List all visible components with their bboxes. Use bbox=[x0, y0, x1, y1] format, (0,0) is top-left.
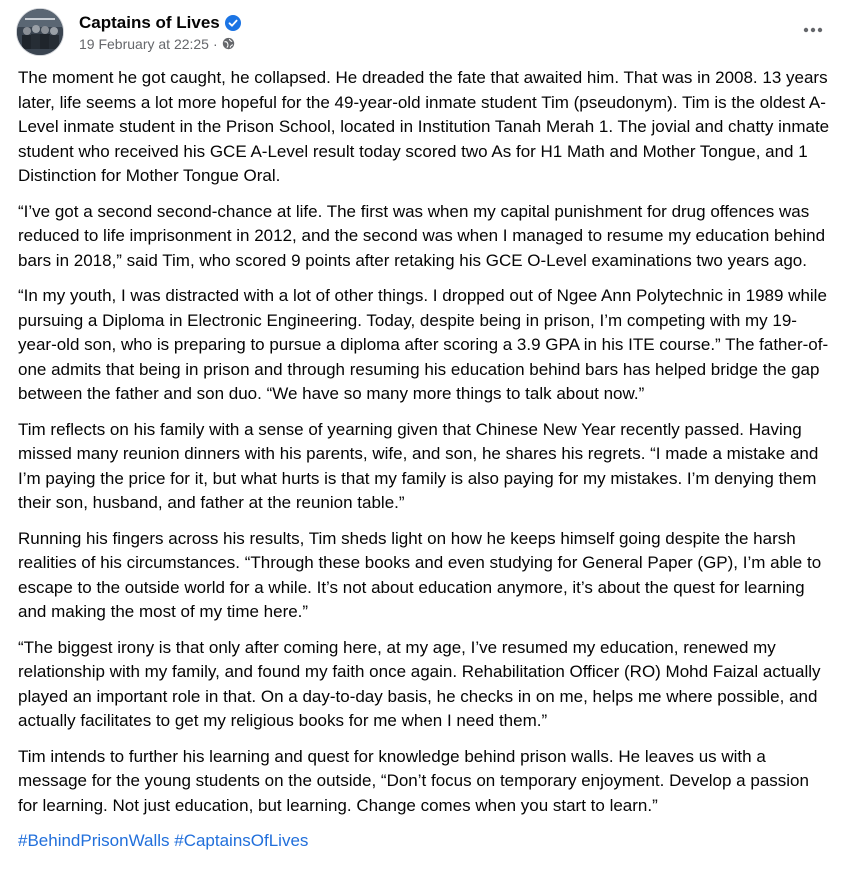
post-meta bbox=[79, 13, 241, 52]
page-name-link[interactable]: Captains of Lives bbox=[79, 12, 220, 32]
more-options-icon[interactable] bbox=[795, 12, 831, 48]
separator-dot: · bbox=[212, 35, 218, 52]
post-body bbox=[18, 66, 830, 865]
author-row bbox=[79, 13, 241, 33]
post-paragraph: “The biggest irony is that only after coming here, at my age, I’ve resumed my education, renewed my relationship with my family, and found my faith once again. Rehabilitation Officer (RO) Mohd Faizal actually played an important role in that. On a day-to-day basis, he checks in on me, helps me where possible, and actually facilitates to get my religious books for me when I need them.” bbox=[18, 637, 821, 730]
post-paragraph: “In my youth, I was distracted with a lot of other things. I dropped out of Ngee Ann Polytechnic in 1989 while pursuing a Diploma in Electronic Engineering. Today, despite being in prison, I’m competing with my 19-year-old son, who is preparing to pursue a diploma after scoring a 3.9 GPA in his ITE course.” The father-of-one admits that being in prison and through resuming his education behind bars has helped bridge the gap between the father and son duo. “We have so many more things to talk about now.” bbox=[18, 286, 829, 403]
post-paragraph: “I’ve got a second second-chance at life. The first was when my capital punishment for drug offences was reduced to life imprisonment in 2012, and the second was when I managed to resume my education behind bars in 2018,” said Tim, who scored 9 points after retaking his GCE O-Level examinations two years ago. bbox=[18, 201, 826, 270]
timestamp-row bbox=[79, 36, 241, 52]
post-paragraph: Tim intends to further his learning and quest for knowledge behind prison walls. He leaves us with a message for the young students on the outside, “Don’t focus on temporary enjoyment. Develop a passion for learning. Not just education, but learning. Change comes when you start to learn.” bbox=[18, 746, 809, 815]
post-timestamp-link[interactable]: 19 February at 22:25 bbox=[79, 35, 209, 52]
hashtag-link-captainsoflives[interactable]: #CaptainsOfLives bbox=[174, 831, 309, 850]
post-paragraph: Running his fingers across his results, Tim sheds light on how he keeps himself going despite the harsh realities of his circumstances. “Through these books and even studying for General Paper (GP), I’m able to escape to the outside world for a while. It’s not about education anymore, it’s about the quest for learning and making the most of my time here.” bbox=[18, 528, 822, 621]
hashtag-row bbox=[18, 829, 830, 854]
post-header bbox=[16, 8, 831, 56]
post-paragraph: Tim reflects on his family with a sense of yearning given that Chinese New Year recently passed. Having missed many reunion dinners with his parents, wife, and son, he shares his regrets. “I made a mistake and I’m paying the price for it, but what hurts is that my family is also paying for my mistakes. I’m denying them their son, husband, and father at the reunion table.” bbox=[18, 419, 819, 512]
hashtag-link-behindprisonwalls[interactable]: #BehindPrisonWalls bbox=[18, 831, 170, 850]
page-avatar[interactable] bbox=[16, 8, 64, 56]
globe-icon[interactable] bbox=[222, 37, 235, 50]
post-paragraph: The moment he got caught, he collapsed. He dreaded the fate that awaited him. That was in 2008. 13 years later, life seems a lot more hopeful for the 49-year-old inmate student Tim (pseudonym). Tim is the oldest A-Level inmate student in the Prison School, located in Institution Tanah Merah 1. The jovial and chatty inmate student who received his GCE A-Level result today scored two As for H1 Math and Mother Tongue, and 1 Distinction for Mother Tongue Oral. bbox=[18, 68, 830, 185]
verified-badge-icon bbox=[225, 15, 241, 31]
